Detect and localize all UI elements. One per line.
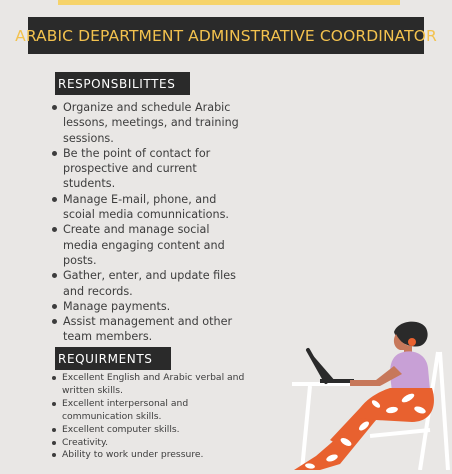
title-banner: [15, 17, 437, 54]
list-item: Excellent interpersonal and communication skills.: [62, 398, 262, 424]
requirements-heading: REQUIRMENTS: [55, 347, 171, 370]
list-item: Gather, enter, and update files and records.: [63, 268, 243, 299]
list-item: Manage E-mail, phone, and scoial media comunnications.: [63, 192, 243, 223]
list-item: Creativity.: [62, 437, 262, 450]
list-item: Manage payments.: [63, 299, 243, 314]
requirements-list: [62, 372, 262, 462]
woman-working-on-laptop-illustration: [280, 318, 452, 474]
list-item: Create and manage social media engaging content and posts.: [63, 222, 243, 268]
list-item: Be the point of contact for prospective and current students.: [63, 146, 243, 192]
list-item: Organize and schedule Arabic lessons, meetings, and training sessions.: [63, 100, 243, 146]
responsibilities-list: [63, 100, 243, 345]
top-accent-bar: [58, 0, 400, 5]
list-item: Ability to work under pressure.: [62, 449, 262, 462]
list-item: Assist management and other team members.: [63, 314, 243, 345]
responsibilities-heading: RESPONSBILITTES: [55, 72, 190, 95]
list-item: Excellent English and Arabic verbal and written skills.: [62, 372, 262, 398]
list-item: Excellent computer skills.: [62, 424, 262, 437]
page-title: ARABIC DEPARTMENT ADMINSTRATIVE COORDINATOR: [15, 26, 437, 45]
